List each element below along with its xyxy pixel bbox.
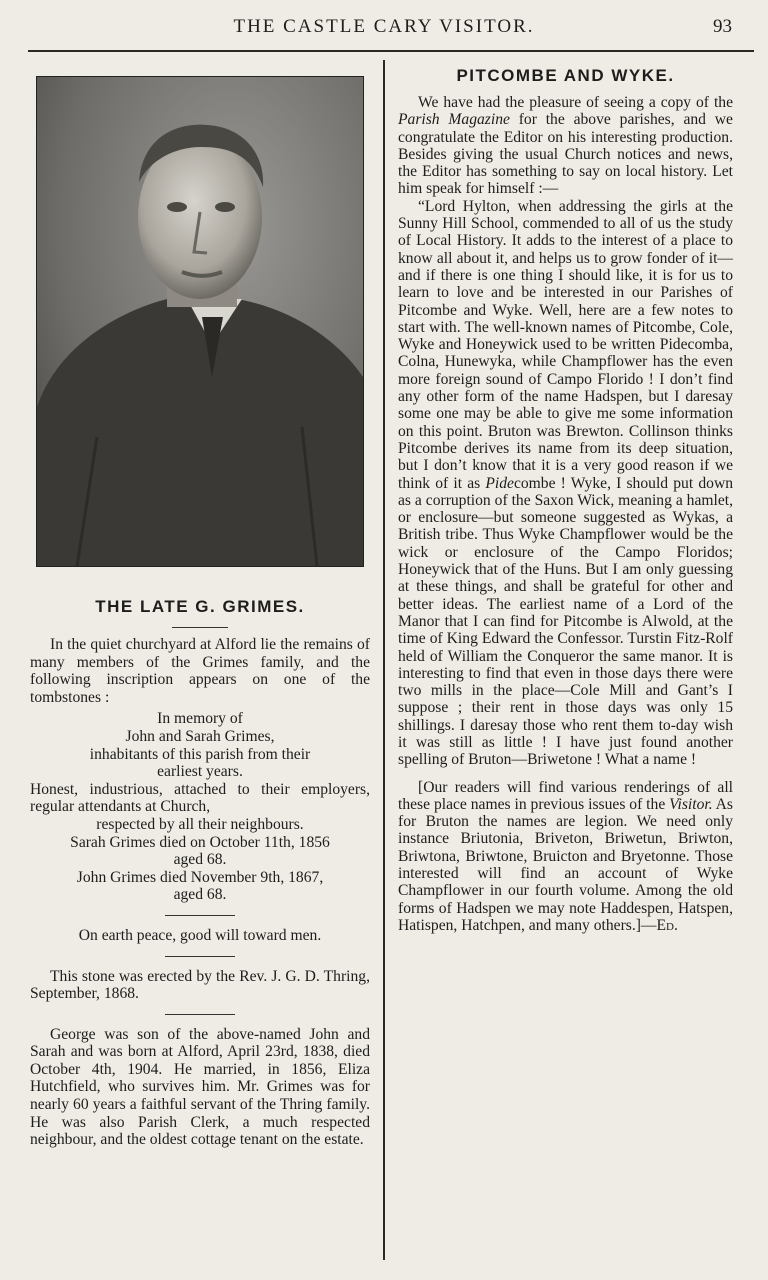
section-rule	[165, 915, 235, 916]
title-rule	[172, 627, 228, 628]
text-span: “Lord Hylton, when addressing the girls at the Sunny Hill School, commended to all of us the study of Local History. It adds to the interest of a place to know all about it, and helps us to grow fonder of it—and if there is one thing I should like, it is for us to learn to love and be interested in our Parishes of Pitcombe and Wyke. Well, here are a few notes to start with. The well-known names of Pitcombe, Cole, Wyke and Honeywick used to be written Pidecomba, Colna, Hunewyka, while Champflower has the even more foreign sound of Campo Florido ! I don’t find any other form of the name Hadspen, but I daresay some one may be able to give me some information on this point. Bruton was Brewton. Collinson thinks Pitcombe derives its name from its deep situation, but I don’t know that it is a very good reason if we think of it as	[398, 197, 733, 492]
magazine-name: Parish Magazine	[398, 111, 510, 129]
text-span: for the above parishes, and we congratulate the Editor on his interesting production. Besides giving the usual Church notices and news, the Editor has something to say on local history. Let him speak for himself :—	[398, 111, 733, 198]
inscription-line: inhabitants of this parish from their	[89, 745, 311, 763]
inscription-line: In memory of	[157, 710, 243, 728]
editor-note-paragraph	[398, 779, 733, 935]
inscription-line: Honest, industrious, attached to their employers, regular attendants at Church,	[30, 780, 370, 816]
column-divider	[383, 60, 385, 1260]
section-rule	[165, 1014, 235, 1015]
grimes-article-title: THE LATE G. GRIMES.	[95, 597, 305, 616]
inscription-motto: On earth peace, good will toward men.	[78, 926, 322, 944]
portrait-illustration	[37, 77, 363, 566]
header-rule	[28, 50, 754, 52]
stone-erected-note: This stone was erected by the Rev. J. G. D. Thring, September, 1868.	[30, 967, 370, 1003]
visitor-name: Visitor.	[669, 795, 713, 813]
text-span: As for Bruton the names are legion. We need only instance Briutonia, Briveton, Briwetun, Briwton, Briwtona, Briwtone, Bruicton and Bryetonne. Those interested will find an account of Wyke Champflower in our fourth volume. Among the old forms of Hadspen we may note Haddespen, Hatspen, Hatispen, Hatchpen, and many others.]—	[398, 795, 733, 934]
inscription-line: aged 68.	[173, 886, 227, 904]
running-title: THE CASTLE CARY VISITOR.	[233, 16, 535, 37]
right-column	[398, 62, 733, 934]
inscription-line: respected by all their neighbours.	[96, 815, 304, 833]
section-rule	[165, 956, 235, 957]
inscription-line: aged 68.	[173, 851, 227, 869]
emphasis-word: Pide	[485, 474, 514, 492]
left-column	[30, 76, 370, 1149]
text-span: combe ! Wyke, I should put down as a corruption of the Saxon Wick, meaning a hamlet, or enclosure—but someone suggested as Wykas, a British tribe. Thus Wyke Champflower would be the wick or enclosure of the Campo Floridos; Honeywick that of the Huns. But I am only guessing at these things, and shall be grateful for other and better ideas. The earliest name of a Lord of the Manor that I can find for Pitcombe is Alwold, at the time of King Edward the Confessor. Turstin Fitz-Rolf held of William the Conqueror the same manor. It is interesting to find that even in those days there were two mills in the place—Cole Mill and Gant’s I suppose ; their rent in those days was only 15 shillings. I daresay those who rent them to-day wish it was still as little ! I have just found another spelling of Bruton—Briwetone ! What a name !	[398, 474, 733, 769]
tombstone-inscription	[30, 710, 370, 904]
text-span: [Our readers will find various renderings of all these place names in previous issues of the	[398, 778, 733, 813]
pitcombe-intro-paragraph	[398, 94, 733, 198]
inscription-line: John and Sarah Grimes,	[125, 727, 275, 745]
editor-signature: Ed.	[656, 916, 678, 934]
text-span: We have had the pleasure of seeing a copy of the	[418, 94, 733, 111]
inscription-line: John Grimes died November 9th, 1867,	[76, 868, 324, 886]
inscription-line: Sarah Grimes died on October 11th, 1856	[70, 833, 330, 851]
inscription-line: earliest years.	[157, 763, 243, 781]
page-number: 93	[713, 16, 732, 37]
portrait-photo	[36, 76, 364, 567]
pitcombe-article-title: PITCOMBE AND WYKE.	[456, 66, 675, 85]
grimes-biography: George was son of the above-named John and Sarah and was born at Alford, April 23rd, 1838, died October 4th, 1904. He married, in 1856, Eliza Hutchfield, who survives him. Mr. Grimes was for nearly 60 years a faithful servant of the Thring family. He was also Parish Clerk, a much respected neighbour, and the oldest cottage tenant on the estate.	[30, 1025, 370, 1149]
hylton-quote-paragraph	[398, 198, 733, 769]
running-head	[0, 14, 768, 44]
grimes-intro: In the quiet churchyard at Alford lie the remains of many members of the Grimes family, and the following inscription appears on one of the tombstones :	[30, 636, 370, 706]
